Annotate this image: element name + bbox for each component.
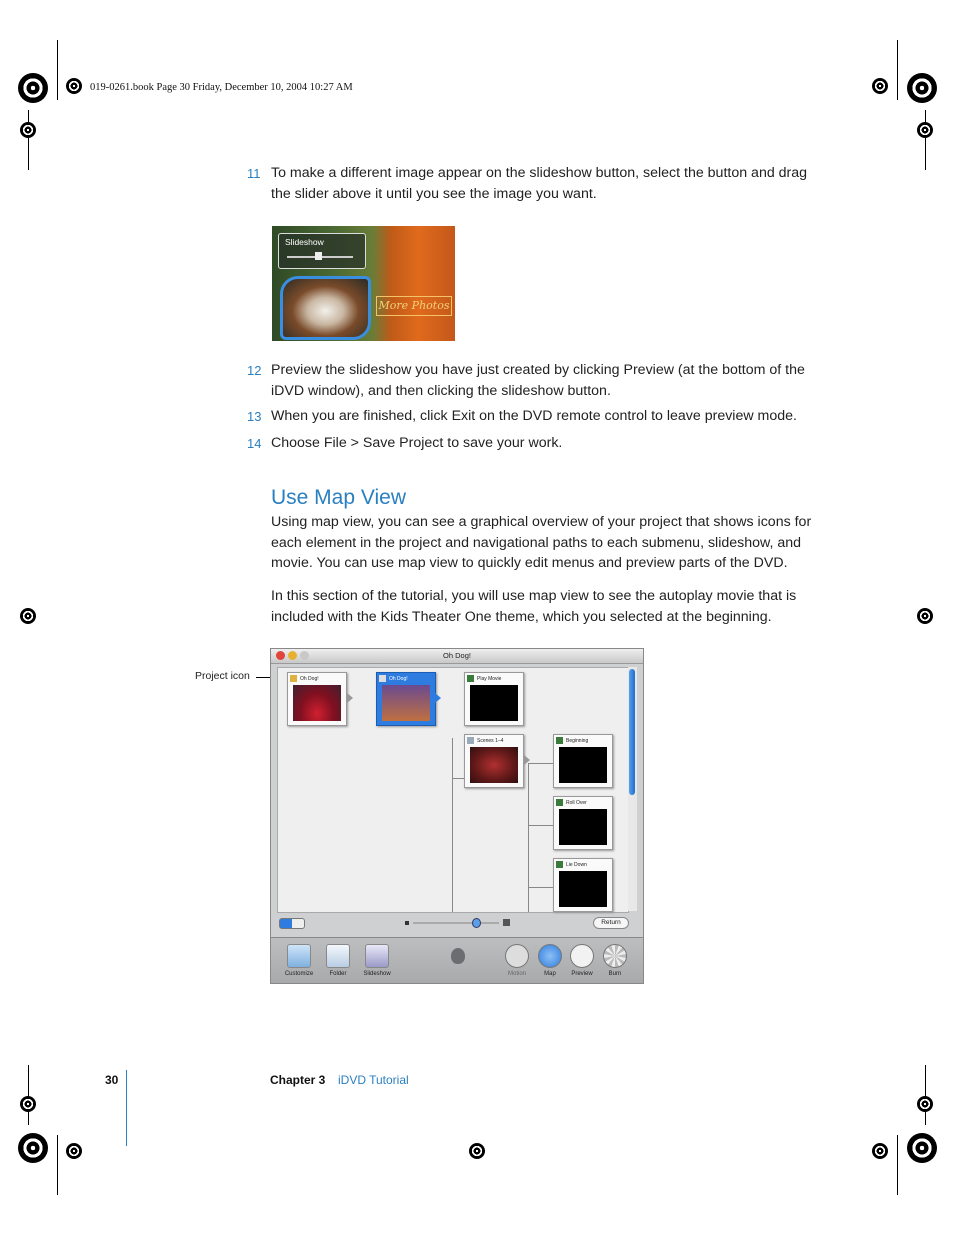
node-label: Oh Dog!	[300, 676, 319, 682]
movie-clapper-icon	[556, 861, 563, 868]
expand-arrow-icon[interactable]	[435, 693, 441, 703]
movie-clapper-icon	[556, 737, 563, 744]
node-label: Play Movie	[477, 676, 502, 682]
map-connector	[452, 778, 464, 779]
step-11	[247, 163, 827, 205]
map-label: Map	[544, 971, 556, 977]
window-title: Oh Dog!	[443, 651, 471, 660]
node-thumbnail	[382, 685, 430, 721]
node-thumbnail	[559, 809, 607, 845]
node-thumbnail	[293, 685, 341, 721]
step-number: 14	[247, 436, 262, 451]
step-number: 13	[247, 409, 262, 424]
crosshair-mark-icon	[66, 1143, 82, 1159]
expand-arrow-icon[interactable]	[347, 693, 353, 703]
crosshair-mark-icon	[917, 608, 933, 624]
crosshair-mark-icon	[20, 1096, 36, 1112]
window-titlebar	[271, 649, 643, 664]
motion-button[interactable]	[499, 944, 535, 977]
step-12	[247, 360, 827, 402]
step-text: To make a different image appear on the slideshow button, select the button and drag the slider above it until you see the image you want.	[271, 165, 808, 202]
view-toggle-icon[interactable]	[279, 918, 305, 929]
map-node-project[interactable]	[287, 672, 347, 726]
crop-mark	[28, 1065, 29, 1125]
zoom-slider-knob[interactable]	[472, 918, 481, 928]
folder-button[interactable]	[320, 944, 356, 977]
section-paragraph-2: In this section of the tutorial, you will use map view to see the autoplay movie that is included with the Kids Theater One theme, which you selected at the beginning.	[271, 588, 797, 625]
motion-label: Motion	[507, 971, 526, 977]
project-icon	[290, 675, 297, 682]
registration-mark-icon	[907, 1133, 937, 1163]
step-text: Choose File > Save Project to save your work.	[271, 435, 563, 451]
crop-mark	[57, 1135, 58, 1195]
page-number: 30	[105, 1073, 119, 1087]
movie-clapper-icon	[467, 675, 474, 682]
node-label: Lie Down	[566, 862, 587, 868]
map-canvas	[277, 667, 629, 913]
crosshair-mark-icon	[872, 78, 888, 94]
section-paragraph-1: Using map view, you can see a graphical overview of your project that shows icons for each element in the project and navigational paths to each submenu, slideshow, and movie. You can use map view to quickly edit menus and preview parts of the DVD.	[271, 514, 812, 571]
slideshow-panel-label: Slideshow	[285, 237, 324, 247]
crop-mark	[28, 110, 29, 170]
scroll-thumb[interactable]	[629, 669, 635, 795]
apple-logo-icon	[451, 948, 465, 964]
vertical-scrollbar[interactable]	[628, 667, 637, 911]
crop-mark	[925, 110, 926, 170]
return-button[interactable]: Return	[593, 917, 629, 929]
slideshow-slider-knob[interactable]	[315, 252, 322, 260]
folder-icon	[326, 944, 350, 968]
preview-button[interactable]	[564, 944, 600, 977]
node-label: Beginning	[566, 738, 589, 744]
map-bottom-bar	[277, 915, 637, 931]
map-connector	[528, 763, 553, 764]
preview-label: Preview	[571, 971, 593, 977]
expand-arrow-icon[interactable]	[524, 755, 530, 765]
burn-icon	[603, 944, 627, 968]
customize-label: Customize	[284, 971, 314, 977]
registration-mark-icon	[18, 73, 48, 103]
motion-icon	[505, 944, 529, 968]
node-thumbnail	[470, 685, 518, 721]
movie-clapper-icon	[556, 799, 563, 806]
section-heading: Use Map View	[271, 486, 407, 509]
step-13	[247, 406, 827, 427]
node-label: Roll Over	[566, 800, 587, 806]
crosshair-mark-icon	[872, 1143, 888, 1159]
play-icon	[570, 944, 594, 968]
footer-rule	[126, 1070, 127, 1146]
node-label: Oh Dog!	[389, 676, 408, 682]
crosshair-mark-icon	[20, 608, 36, 624]
slideshow-slider-panel	[278, 233, 366, 269]
zoom-slider[interactable]	[413, 922, 499, 924]
node-thumbnail	[470, 747, 518, 783]
footer-chapter: Chapter 3	[270, 1073, 326, 1087]
slideshow-icon	[365, 944, 389, 968]
map-node-play-movie[interactable]	[464, 672, 524, 726]
crosshair-mark-icon	[917, 1096, 933, 1112]
customize-button[interactable]	[281, 944, 317, 977]
registration-mark-icon	[18, 1133, 48, 1163]
slideshow-button[interactable]	[359, 944, 395, 977]
burn-button[interactable]	[597, 944, 633, 977]
crop-mark	[925, 1065, 926, 1125]
more-photos-button[interactable]: More Photos	[376, 296, 452, 316]
crosshair-mark-icon	[469, 1143, 485, 1159]
footer-title: iDVD Tutorial	[338, 1073, 409, 1087]
burn-label: Burn	[608, 971, 622, 977]
step-number: 11	[247, 166, 261, 181]
zoom-small-icon	[405, 921, 409, 925]
map-node-beginning[interactable]	[553, 734, 613, 788]
map-connector	[528, 763, 529, 912]
project-icon-callout: Project icon	[195, 670, 250, 682]
folder-label: Folder	[329, 971, 347, 977]
step-14	[247, 433, 827, 454]
zoom-large-icon	[503, 919, 510, 926]
map-node-menu[interactable]	[376, 672, 436, 726]
slideshow-screenshot	[272, 226, 455, 341]
crop-mark	[57, 40, 58, 100]
customize-icon	[287, 944, 311, 968]
slideshow-label: Slideshow	[363, 971, 391, 977]
map-connector	[452, 738, 453, 912]
crop-mark	[897, 40, 898, 100]
registration-mark-icon	[907, 73, 937, 103]
map-node-lie-down[interactable]	[553, 858, 613, 912]
idvd-toolbar	[271, 937, 643, 984]
slideshow-button-image[interactable]	[280, 276, 371, 340]
crosshair-mark-icon	[20, 122, 36, 138]
node-thumbnail	[559, 871, 607, 907]
menu-icon	[467, 737, 474, 744]
idvd-window	[270, 648, 644, 984]
menu-icon	[379, 675, 386, 682]
print-header: 019-0261.book Page 30 Friday, December 10, 2004 10:27 AM	[90, 82, 353, 93]
step-text: When you are finished, click Exit on the DVD remote control to leave preview mode.	[271, 408, 797, 424]
crop-mark	[897, 1135, 898, 1195]
map-node-scenes[interactable]	[464, 734, 524, 788]
map-node-roll-over[interactable]	[553, 796, 613, 850]
map-connector	[528, 825, 553, 826]
map-button[interactable]	[532, 944, 568, 977]
step-text: Preview the slideshow you have just created by clicking Preview (at the bottom of the iDVD window), and then clicking the slideshow button.	[271, 362, 805, 399]
node-label: Scenes 1–4	[477, 738, 504, 744]
step-number: 12	[247, 363, 262, 378]
crosshair-mark-icon	[917, 122, 933, 138]
map-connector	[528, 887, 553, 888]
map-icon	[538, 944, 562, 968]
crosshair-mark-icon	[66, 78, 82, 94]
node-thumbnail	[559, 747, 607, 783]
